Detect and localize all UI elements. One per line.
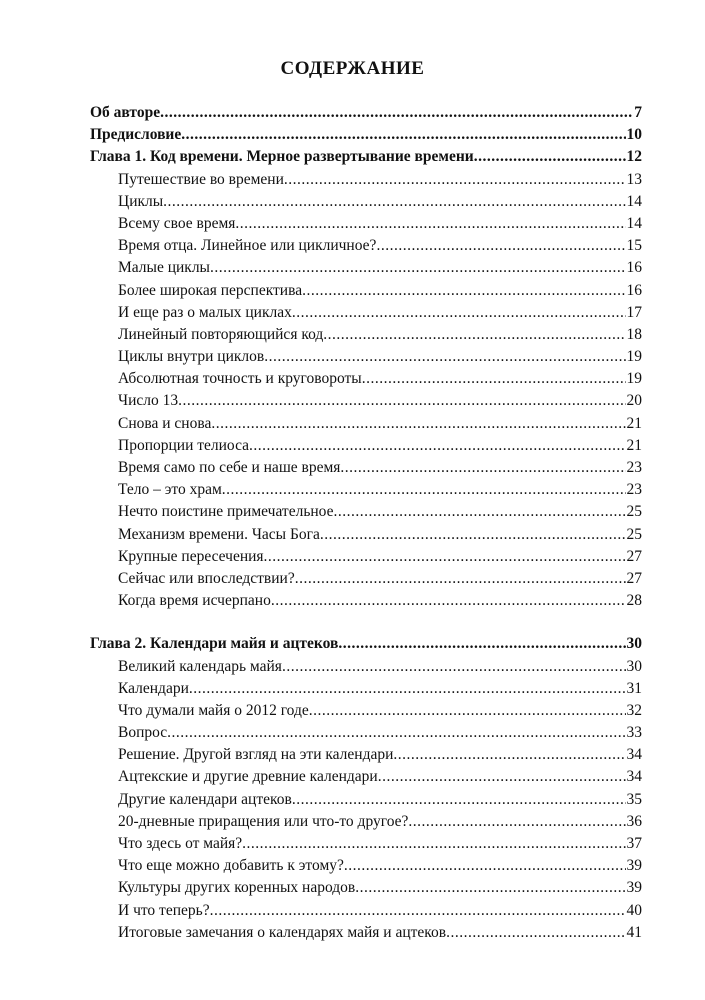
toc-section-entry <box>90 789 642 811</box>
toc-entry-title: Другие календари ацтеков <box>118 790 292 808</box>
toc-entry-title: Абсолютная точность и круговороты <box>118 370 362 388</box>
toc-section-entry <box>90 546 642 568</box>
toc-chapter-entry <box>90 102 642 124</box>
toc-entry-title: Об авторе <box>90 104 161 121</box>
toc-entry-title: Что думали майя о 2012 годе <box>118 701 309 719</box>
toc-dot-leader <box>320 524 626 546</box>
toc-section-entry <box>90 833 642 855</box>
toc-dot-leader <box>163 191 625 213</box>
toc-section-entry <box>90 191 642 213</box>
toc-dot-leader <box>292 302 626 324</box>
toc-dot-leader <box>334 501 626 523</box>
toc-page-number: 25 <box>626 525 642 543</box>
page-title: СОДЕРЖАНИЕ <box>280 58 425 79</box>
toc-dot-leader <box>309 700 626 722</box>
toc-page-number: 36 <box>626 812 642 830</box>
toc-entry-title: Циклы <box>118 192 164 210</box>
toc-dot-leader <box>323 324 625 346</box>
toc-section-entry <box>90 524 642 546</box>
toc-section-entry <box>90 678 642 700</box>
toc-dot-leader <box>295 568 626 590</box>
toc-dot-leader <box>340 457 625 479</box>
toc-page-number: 14 <box>626 214 642 232</box>
toc-entry-title: Всему свое время <box>118 214 236 232</box>
toc-page-number: 7 <box>634 104 642 121</box>
toc-dot-leader <box>242 833 625 855</box>
toc-entry-title: 20-дневные приращения или что-то другое? <box>118 812 409 830</box>
toc-page-number: 35 <box>626 790 642 808</box>
toc-entry-title: Что еще можно добавить к этому? <box>118 857 344 875</box>
toc-page-number: 19 <box>626 348 642 366</box>
toc-entry-title: Время отца. Линейное или цикличное? <box>118 237 377 255</box>
toc-page-number: 27 <box>626 547 642 565</box>
toc-dot-leader <box>249 435 625 457</box>
toc-entry-title: Решение. Другой взгляд на эти календари <box>118 746 394 764</box>
toc-section-entry <box>90 722 642 744</box>
toc-dot-leader <box>181 124 625 146</box>
toc-page-number: 32 <box>626 701 642 719</box>
toc-entry-title: Время само по себе и наше время <box>118 459 341 476</box>
toc-entry-title: Ацтекские и другие древние календари <box>118 768 378 786</box>
toc-section-entry <box>90 656 642 678</box>
toc-entry-title: Глава 1. Код времени. Мерное развертывание времени <box>90 148 474 166</box>
toc-dot-leader <box>189 678 626 700</box>
toc-page-number: 20 <box>626 392 642 410</box>
toc-dot-leader <box>210 257 626 279</box>
toc-section-entry <box>90 435 642 457</box>
toc-dot-leader <box>338 633 625 655</box>
toc-page-number: 39 <box>626 857 642 875</box>
toc-section-entry <box>90 744 642 766</box>
toc-section-entry <box>90 766 642 788</box>
toc-entry-title: Нечто поистине примечательное <box>118 503 334 521</box>
toc-entry-title: Механизм времени. Часы Бога <box>118 525 320 543</box>
toc-dot-leader <box>271 590 626 612</box>
toc-page-number: 17 <box>626 303 642 321</box>
toc-page-number: 15 <box>626 237 642 255</box>
toc-page-number: 28 <box>626 592 642 610</box>
toc-entry-title: И еще раз о малых циклах <box>118 303 292 321</box>
table-of-contents <box>90 102 642 944</box>
toc-section-entry <box>90 213 642 235</box>
toc-page-number: 25 <box>626 503 642 521</box>
toc-page-number: 23 <box>626 481 642 499</box>
toc-section-entry <box>90 900 642 922</box>
toc-section-entry <box>90 457 642 479</box>
toc-page-number: 30 <box>626 635 642 653</box>
toc-entry-title: Крупные пересечения <box>118 547 264 565</box>
toc-page-number: 33 <box>626 724 642 742</box>
toc-section-entry <box>90 169 642 191</box>
toc-page-number: 18 <box>626 325 642 343</box>
toc-page-number: 16 <box>626 281 642 299</box>
toc-entry-title: Циклы внутри циклов <box>118 348 265 366</box>
toc-section-entry <box>90 390 642 412</box>
toc-page-number: 37 <box>626 835 642 852</box>
toc-entry-title: Пропорции телиоса <box>118 436 250 454</box>
toc-dot-leader <box>474 146 626 168</box>
toc-section-entry <box>90 855 642 877</box>
toc-dot-leader <box>362 368 626 390</box>
toc-dot-leader <box>235 213 625 235</box>
toc-dot-leader <box>408 811 625 833</box>
toc-page-number: 13 <box>626 170 642 188</box>
toc-dot-leader <box>160 102 633 124</box>
toc-dot-leader <box>378 766 626 788</box>
toc-page-number: 19 <box>626 370 642 388</box>
toc-dot-leader <box>211 413 625 435</box>
toc-section-entry <box>90 568 642 590</box>
toc-dot-leader <box>355 877 625 899</box>
toc-entry-title: Путешествие во времени <box>118 170 284 188</box>
toc-page-number: 39 <box>626 879 642 897</box>
toc-entry-title: Малые циклы <box>118 259 210 277</box>
toc-section-entry <box>90 257 642 279</box>
toc-section-entry <box>90 877 642 899</box>
toc-dot-leader <box>393 744 625 766</box>
toc-entry-title: Вопрос <box>118 724 168 742</box>
toc-page-number: 10 <box>626 126 642 144</box>
toc-entry-title: Глава 2. Календари майя и ацтеков <box>90 635 339 653</box>
toc-dot-leader <box>284 169 626 191</box>
toc-section-entry <box>90 368 642 390</box>
toc-section-entry <box>90 700 642 722</box>
toc-section-entry <box>90 346 642 368</box>
toc-section-entry <box>90 479 642 501</box>
toc-page-number: 12 <box>626 148 642 166</box>
toc-entry-title: Когда время исчерпано <box>118 592 271 610</box>
toc-section-entry <box>90 413 642 435</box>
toc-section-entry <box>90 811 642 833</box>
toc-entry-title: Календари <box>118 679 189 697</box>
toc-entry-title: И что теперь? <box>118 901 210 919</box>
toc-entry-title: Что здесь от майя? <box>118 835 243 852</box>
toc-section-entry <box>90 922 642 944</box>
toc-page-number: 21 <box>626 414 642 432</box>
toc-dot-leader <box>292 789 626 811</box>
toc-page-number: 34 <box>626 768 642 786</box>
toc-section-entry <box>90 590 642 612</box>
toc-page-number: 31 <box>626 679 642 697</box>
toc-section-entry <box>90 235 642 257</box>
toc-dot-leader <box>222 479 626 501</box>
toc-dot-leader <box>210 900 626 922</box>
toc-chapter-entry <box>90 146 642 168</box>
toc-section-entry <box>90 280 642 302</box>
toc-page-number: 27 <box>626 569 642 587</box>
toc-section-entry <box>90 302 642 324</box>
toc-dot-leader <box>344 855 626 877</box>
toc-entry-title: Линейный повторяющийся код <box>118 325 324 343</box>
toc-entry-title: Сейчас или впоследствии? <box>118 569 295 587</box>
toc-page-number: 40 <box>626 901 642 919</box>
toc-dot-leader <box>264 546 626 568</box>
toc-entry-title: Великий календарь майя <box>118 657 282 675</box>
toc-entry-title: Более широкая перспектива <box>118 281 303 299</box>
toc-entry-title: Предисловие <box>90 126 182 144</box>
toc-page-number: 41 <box>626 923 642 941</box>
toc-dot-leader <box>302 280 625 302</box>
toc-entry-title: Число 13 <box>118 392 179 410</box>
toc-chapter-entry <box>90 124 642 146</box>
toc-dot-leader <box>264 346 625 368</box>
toc-page-number: 23 <box>626 459 642 476</box>
toc-page-number: 16 <box>626 259 642 277</box>
toc-dot-leader <box>376 235 625 257</box>
toc-dot-leader <box>282 656 626 678</box>
toc-dot-leader <box>446 922 625 944</box>
toc-entry-title: Тело – это храм <box>118 481 222 499</box>
toc-page-number: 14 <box>626 192 642 210</box>
toc-dot-leader <box>167 722 625 744</box>
toc-entry-title: Снова и снова <box>118 414 212 432</box>
toc-page-number: 21 <box>626 436 642 454</box>
toc-dot-leader <box>178 390 625 412</box>
toc-section-entry <box>90 501 642 523</box>
toc-page-number: 30 <box>626 657 642 675</box>
toc-entry-title: Культуры других коренных народов <box>118 879 356 897</box>
toc-entry-title: Итоговые замечания о календарях майя и ацтеков <box>118 923 447 941</box>
toc-chapter-entry <box>90 633 642 655</box>
toc-page-number: 34 <box>626 746 642 764</box>
toc-section-entry <box>90 324 642 346</box>
